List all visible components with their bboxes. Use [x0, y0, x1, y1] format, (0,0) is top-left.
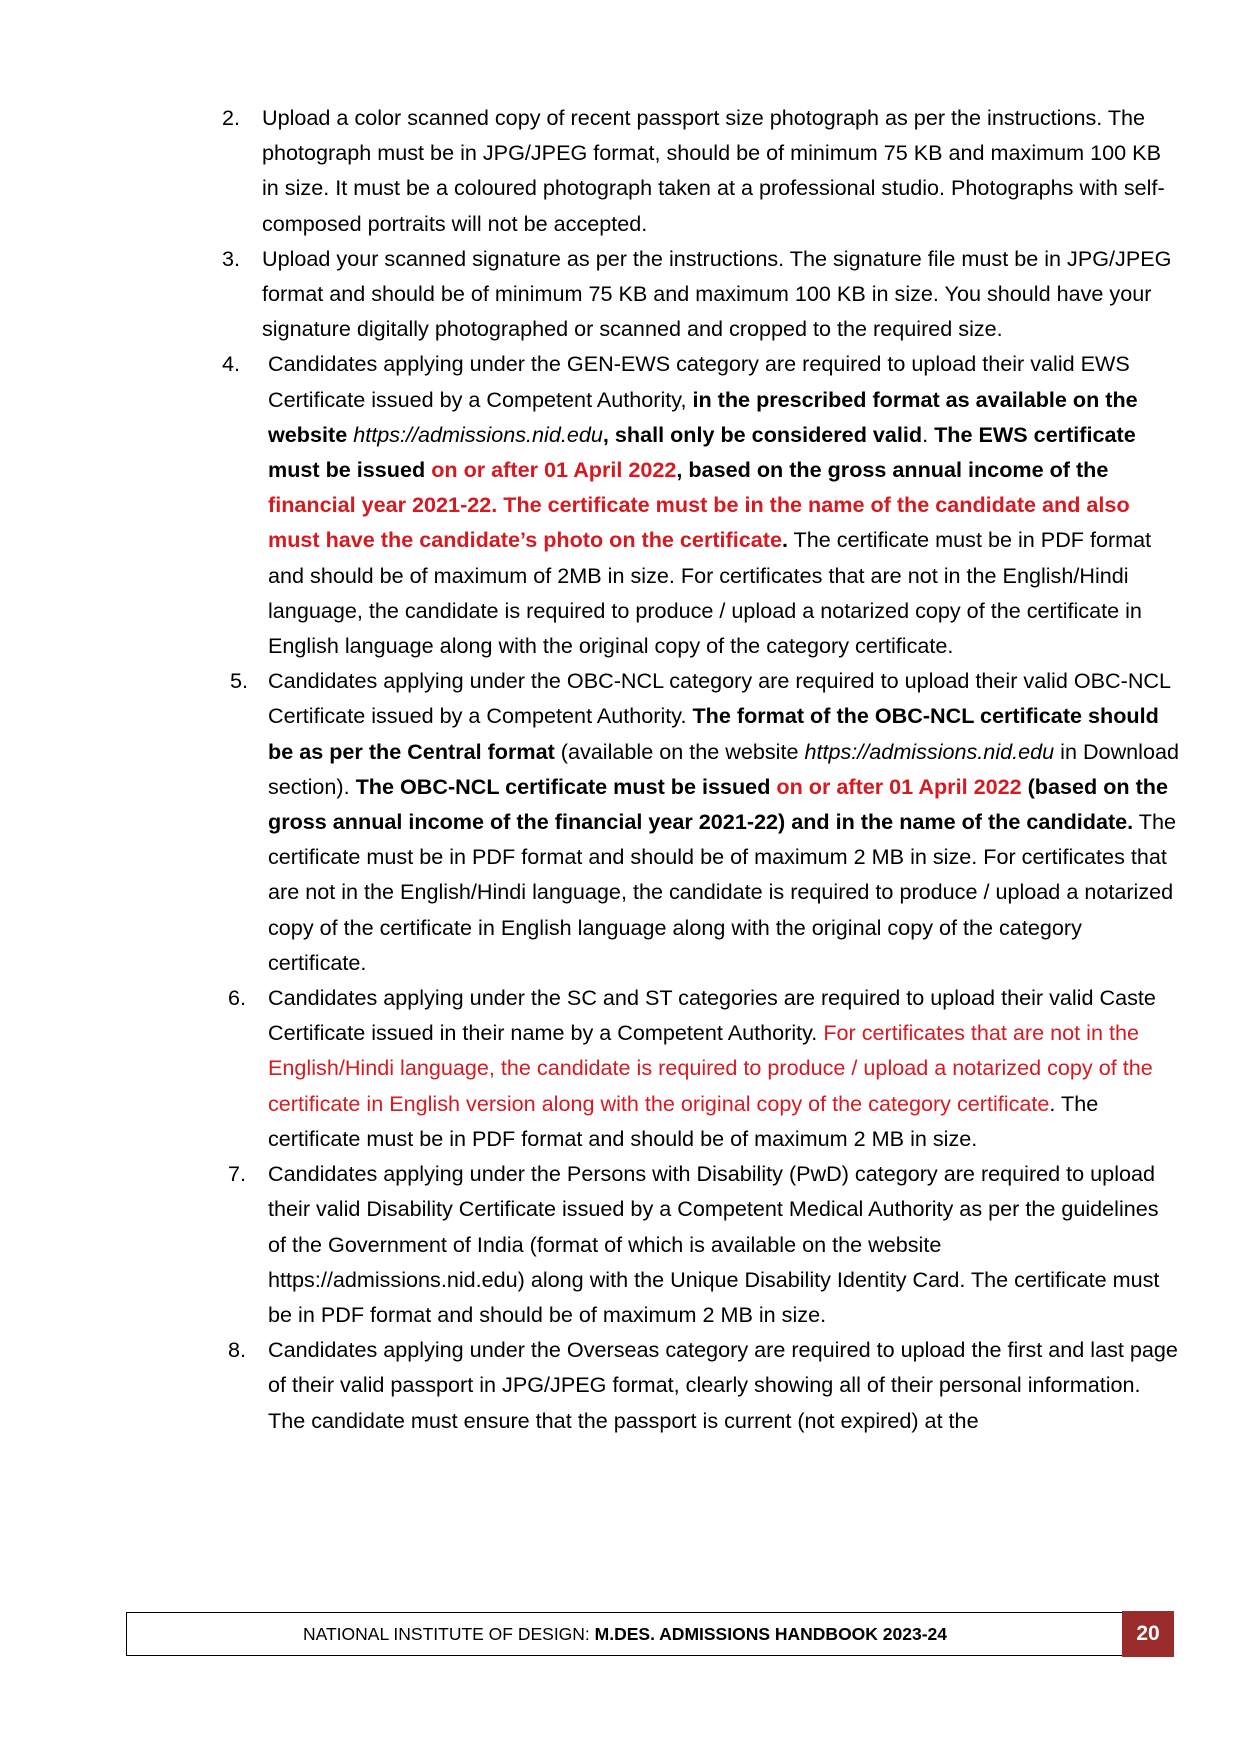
item-number: 8.: [228, 1337, 247, 1363]
footer-title: [127, 1624, 1173, 1645]
item-text: [268, 663, 1182, 980]
bold-text: The EWS certificate must be issued: [268, 421, 1136, 483]
body-text: (available on the website: [554, 738, 805, 764]
body-text: Upload a color scanned copy of recent passport size photograph as per the instructions. The photograph must be in JPG/JPEG format, should be of minimum 75 KB and maximum 100 KB in size. It must be a coloured photograph taken at a professional studio. Photographs with self-composed portraits will not be accepted.: [262, 105, 1165, 236]
page-footer: [126, 1612, 1174, 1656]
body-text: Candidates applying under the GEN-EWS category are required to upload their valid EWS Certificate issued by a Competent Authority,: [268, 351, 1130, 412]
item-number: 6.: [228, 985, 247, 1011]
link-text: https://admissions.nid.edu: [353, 421, 603, 447]
body-text: Upload your scanned signature as per the instructions. The signature file must be in JPG/JPEG format and should be of minimum 75 KB and maximum 100 KB in size. You should have your signature digitally photographed or scanned and cropped to the required size.: [262, 245, 1172, 342]
link-text: https://admissions.nid.edu: [804, 738, 1055, 764]
body-text: Candidates applying under the Persons with Disability (PwD) category are required to upload their valid Disability Certificate issued by a Competent Medical Authority as per the guidelines of the Government of India (format of which is available on the website https://admissions.nid.edu) along with the Unique Disability Identity Card. The certificate must be in PDF format and should be of maximum 2 MB in size.: [268, 1161, 1160, 1327]
item-text: [268, 346, 1182, 663]
highlight-text: on or after 01 April 2022: [431, 457, 677, 483]
bold-text: The OBC-NCL certificate must be issued: [355, 773, 777, 799]
body-text: Candidates applying under the OBC-NCL category are required to upload their valid OBC-NCL Certificate issued by a Competent Authority.: [268, 668, 1171, 729]
item-text: [268, 1156, 1182, 1332]
list-item: [222, 241, 1182, 347]
list-item: [222, 1332, 1182, 1438]
handbook-title: M.DES. ADMISSIONS HANDBOOK 2023-24: [594, 1623, 948, 1644]
page-number: 20: [1122, 1611, 1174, 1657]
bold-text: , based on the gross annual income of the: [676, 457, 1109, 483]
body-text: The certificate must be in PDF format and should be of maximum of 2MB in size. For certificates that are not in the English/Hindi language, the candidate is required to produce / upload a notarized copy of the certificate in English language along with the original copy of the category certificate.: [268, 527, 1152, 659]
list-item: [222, 980, 1182, 1156]
item-number: 3.: [222, 245, 241, 271]
list-item: [222, 663, 1182, 980]
bold-text: .: [781, 527, 788, 553]
item-number: 4.: [222, 351, 241, 377]
item-number: 5.: [230, 668, 249, 694]
highlight-text: financial year 2021-22. The certificate must be in the name of the candidate and also must have the candidate’s photo on the certificate: [268, 492, 1130, 553]
item-text: [268, 980, 1182, 1156]
bold-text: , shall only be considered valid: [602, 421, 923, 447]
body-text: Candidates applying under the SC and ST categories are required to upload their valid Caste Certificate issued in their name by a Competent Authority.: [268, 985, 1156, 1046]
highlight-text: For certificates that are not in the English/Hindi language, the candidate is required to produce / upload a notarized copy of the certificate in English version along with the original copy of the category certificate: [268, 1020, 1153, 1116]
bold-text: The format of the OBC-NCL certificate should be as per the Central format: [268, 703, 1159, 764]
bold-text: (based on the gross annual income of the financial year 2021-22) and in the name of the candidate.: [268, 773, 1168, 835]
body-text: . The certificate must be in PDF format and should be of maximum 2 MB in size.: [268, 1090, 1099, 1151]
item-number: 7.: [228, 1161, 247, 1187]
item-number: 2.: [222, 105, 241, 130]
item-text: [262, 241, 1182, 347]
footer-prefix: NATIONAL INSTITUTE OF DESIGN:: [302, 1623, 595, 1644]
list-item: [222, 100, 1182, 241]
highlight-text: on or after 01 April 2022: [776, 773, 1022, 799]
body-text: Candidates applying under the Overseas category are required to upload the first and last page of their valid passport in JPG/JPEG format, clearly showing all of their personal information. The candidate must ensure that the passport is current (not expired) at the: [268, 1337, 1178, 1433]
item-text: [262, 100, 1182, 241]
list-item: [222, 1156, 1182, 1332]
body-text: in Download section).: [268, 738, 1179, 799]
item-text: [268, 1332, 1182, 1438]
list-item: [222, 346, 1182, 663]
bold-text: in the prescribed format as available on the website: [268, 386, 1138, 447]
body-text: .: [922, 421, 935, 447]
instructions-list: [222, 100, 1182, 1438]
body-text: The certificate must be in PDF format and should be of maximum 2 MB in size. For certificates that are not in the English/Hindi language, the candidate is required to produce / upload a notarized copy of the certificate in English language along with the original copy of the category certificate.: [268, 809, 1177, 975]
